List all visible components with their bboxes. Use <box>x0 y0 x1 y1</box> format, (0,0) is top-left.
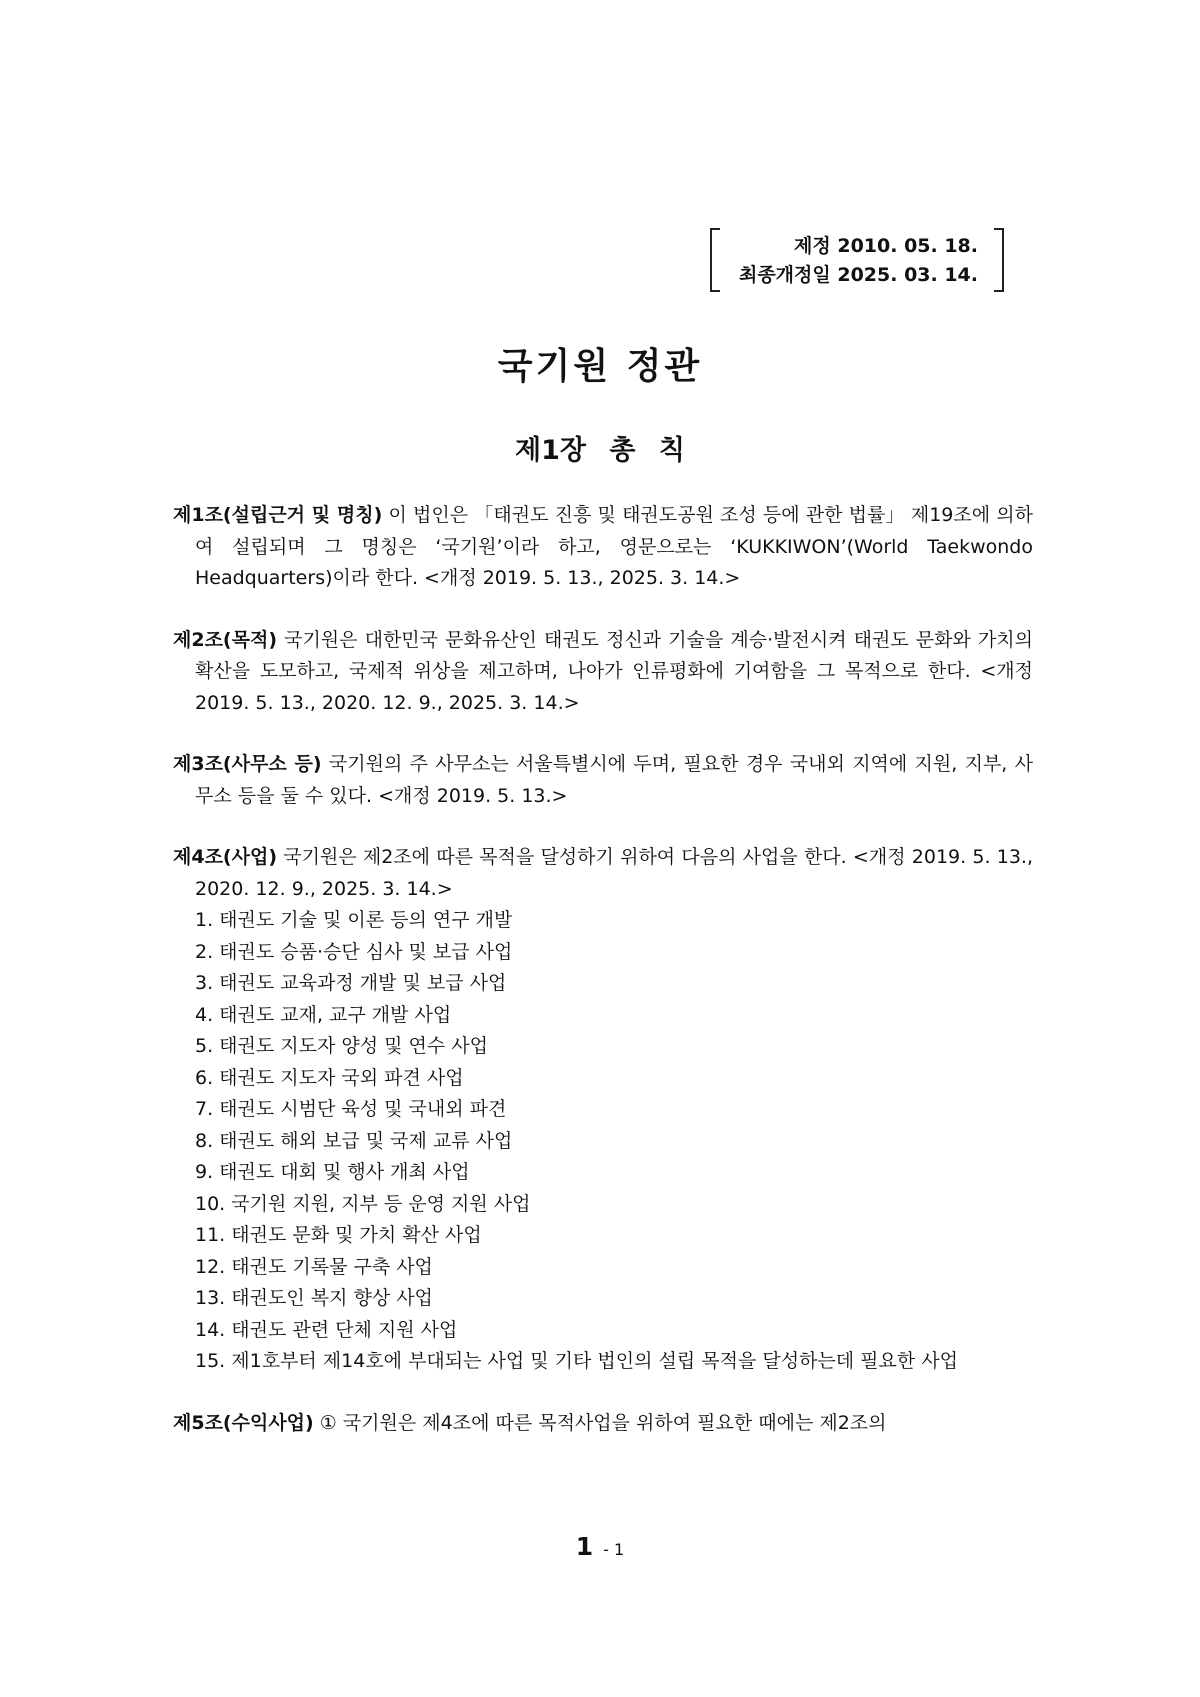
article-body: 국기원은 제2조에 따른 목적을 달성하기 위하여 다음의 사업을 한다. <box>277 846 847 868</box>
revision-dates-box <box>710 228 1004 292</box>
article-body: 국기원은 대한민국 문화유산인 태권도 정신과 기술을 계승·발전시켜 태권도 문화와 가치의 확산을 도모하고, 국제적 위상을 제고하며, 나아가 인류평화에 기여함을 그 목적으로 한다. <box>195 628 1033 682</box>
article-4 <box>173 842 1033 905</box>
page-number-sub: - 1 <box>603 1540 625 1559</box>
article-body: 이 법인은 「태권도 진흥 및 태권도공원 조성 등에 관한 법률」 제19조에 의하여 설립되며 그 명칭은 ‘국기원’이라 하고, 영문으로는 ‘KUKKIWON’(World Taekwondo Headquarters)이라 한다. <box>195 504 1033 589</box>
list-item: 10. 국기원 지원, 지부 등 운영 지원 사업 <box>195 1192 531 1215</box>
list-item: 9. 태권도 대회 및 행사 개최 사업 <box>195 1161 470 1183</box>
chapter-title: 제1장 총 칙 <box>515 435 685 466</box>
article-body: 국기원의 주 사무소는 서울특별시에 두며, 필요한 경우 국내외 지역에 지원, 지부, 사무소 등을 둘 수 있다. <box>195 753 1034 807</box>
list-item: 14. 태권도 관련 단체 지원 사업 <box>195 1318 458 1341</box>
article-4-block <box>173 842 1033 1378</box>
list-item: 3. 태권도 교육과정 개발 및 보급 사업 <box>195 972 507 994</box>
amendment-note: <개정 2019. 5. 13., 2020. 12. 9., 2025. 3. 14.> <box>195 846 1033 900</box>
document-title: 국기원 정관 <box>497 346 703 387</box>
article-body: ① 국기원은 제4조에 따른 목적사업을 위하여 필요한 때에는 제2조의 <box>313 1411 887 1434</box>
list-item: 13. 태권도인 복지 향상 사업 <box>195 1287 433 1309</box>
list-item: 12. 태권도 기록물 구축 사업 <box>195 1255 433 1278</box>
list-item: 1. 태권도 기술 및 이론 등의 연구 개발 <box>195 909 513 931</box>
last-revised-date: 최종개정일 2025. 03. 14. <box>738 264 978 286</box>
article-heading: 제1조(설립근거 및 명칭) <box>173 504 383 526</box>
list-item: 7. 태권도 시범단 육성 및 국내외 파견 <box>195 1098 507 1120</box>
article-2 <box>173 625 1033 720</box>
amendment-note: <개정 2019. 5. 13.> <box>372 784 568 807</box>
left-bracket <box>710 228 720 292</box>
list-item: 2. 태권도 승품·승단 심사 및 보급 사업 <box>195 940 513 963</box>
list-item: 15. 제1호부터 제14호에 부대되는 사업 및 기타 법인의 설립 목적을 달성하는데 필요한 사업 <box>195 1350 958 1372</box>
list-item: 5. 태권도 지도자 양성 및 연수 사업 <box>195 1035 488 1057</box>
article-heading: 제2조(목적) <box>173 628 278 651</box>
page-number-main: 1 <box>575 1532 594 1561</box>
article-heading: 제3조(사무소 등) <box>173 753 322 775</box>
right-bracket <box>994 228 1004 292</box>
list-item: 6. 태권도 지도자 국외 파견 사업 <box>195 1066 464 1089</box>
amendment-note: <개정 2019. 5. 13., 2025. 3. 14.> <box>418 567 741 589</box>
amendment-note: <개정 2019. 5. 13., 2020. 12. 9., 2025. 3. 14.> <box>195 660 1033 714</box>
article-5 <box>173 1408 1033 1440</box>
article-3 <box>173 749 1033 812</box>
article-heading: 제4조(사업) <box>173 846 278 868</box>
enacted-date: 제정 2010. 05. 18. <box>794 235 978 257</box>
article-heading: 제5조(수익사업) <box>173 1411 314 1434</box>
list-item: 8. 태권도 해외 보급 및 국제 교류 사업 <box>195 1129 513 1152</box>
page-number <box>0 1532 1200 1561</box>
list-item: 11. 태권도 문화 및 가치 확산 사업 <box>195 1224 482 1246</box>
articles-section <box>173 500 1033 1469</box>
revision-dates <box>739 232 978 290</box>
article-1 <box>173 500 1033 595</box>
list-item: 4. 태권도 교재, 교구 개발 사업 <box>195 1003 452 1026</box>
business-items-list <box>173 905 1033 1378</box>
